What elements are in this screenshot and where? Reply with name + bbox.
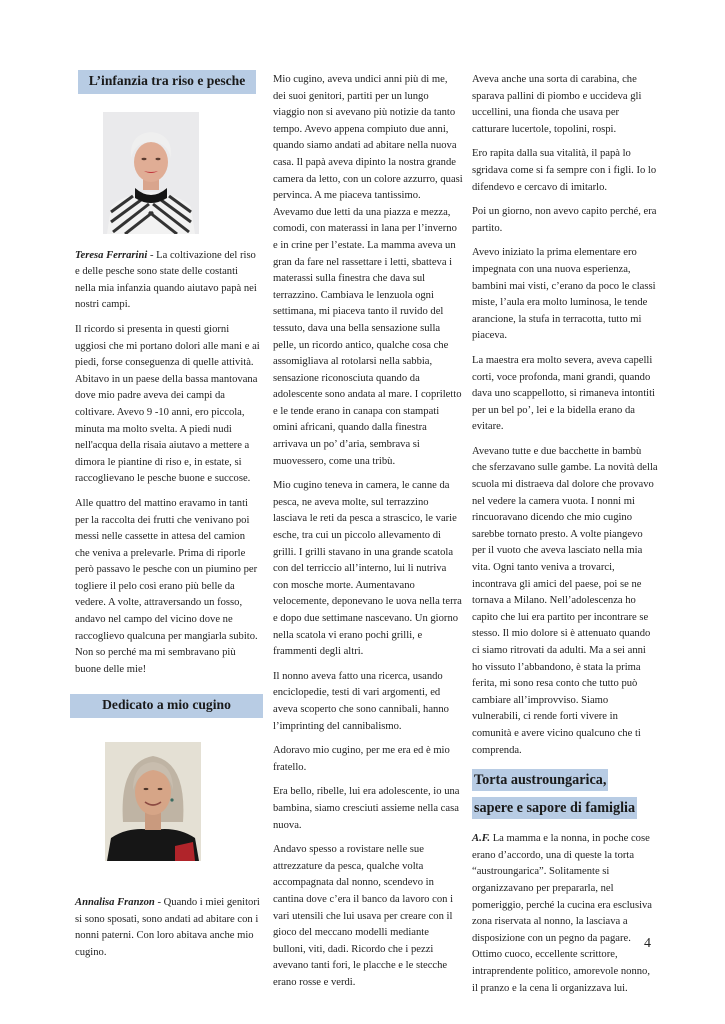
article1-lead-paragraph [75,248,261,314]
article2-paragraph: Andavo spesso a rovistare nelle sue attrezzature da pesca, qualche volta accompagnata dal nonno, scendevo in cantina dove c’era il banco da lavoro con i vari utensili che lui usava per creare con il gioco del meccano modelli mediante bulloni, viti, dadi. Ricordo che i pezzi avevano tanti fori, le placche e le stecche erano rosse e verdi. [273,844,454,988]
article2-paragraph: Poi un giorno, non avevo capito perché, era partito. [472,206,657,234]
column-1 [75,70,261,969]
article2-paragraph: Ero rapita dalla sua vitalità, il papà lo sgridava come si fa sempre con i figli. Io lo difendevo e cercavo di imitarlo. [472,148,657,193]
article2-paragraph: Era bello, ribelle, lui era adolescente, io una bambina, siamo cresciuti assieme nella casa nuova. [273,786,460,831]
column-2 [273,72,463,999]
photo-annalisa-franzon [105,742,201,861]
article1-paragraph: Alle quattro del mattino eravamo in tanti per la raccolta dei frutti che venivano poi messi nelle cassette in attesa del camion che veniva a prelevarle. Prima di riporle però passavo le pesche con un piumino per togliere il pelo così erano più belle da vedere. A volte, attraversando un fosso, andavo nel campo del vicino dove ne raccoglievo qualcuna per mangiarla subito. Non so perché ma mi sembravano più buone delle mie! [75,497,258,675]
lead-text: - Quando i miei genitori si sono sposati, sono andati ad abitare con i nonni paterni. Con loro abitava anche mio cugino. [75,897,260,958]
article3-lead-paragraph [472,831,658,997]
lead-text: La mamma e la nonna, in poche cose erano d’accordo, una di queste la torta “austroungarica”. Solitamente si organizzavano per prepararla, nel pomeriggio, perché la cucina era esclusiva zona riservata al nonno, la lasciava a disposizione con un pegno da pagare. Ottimo cuoco, eccellente scrittore, intraprendente politico, amorevole nonno, il pranzo e la cena li organizzava lui. [472,833,653,994]
article-title-torta [472,769,658,819]
portrait-image [105,742,201,861]
lead-text: - La coltivazione del riso e delle pesche sono state delle costanti nella mia infanzia quando aiutavo papà nei nostri campi. [75,249,257,311]
portrait-image [103,112,199,234]
article2-lead-paragraph [75,895,261,961]
author-name: Annalisa Franzon [75,897,155,909]
article-title-infanzia: L’infanzia tra riso e pesche [78,70,256,94]
article2-paragraph: Il nonno aveva fatto una ricerca, usando enciclopedie, testi di vari argomenti, ed aveva scoperto che sono cannibali, hanno l’imprinting del cannibalismo. [273,670,449,732]
article2-paragraph: Mio cugino teneva in camera, le canne da pesca, ne aveva molte, sul terrazzino lasciava le reti da pesca a strascico, le varie esche, tra cui un piccolo allevamento di grilli. I grilli stavano in una grande scatola con del terriccio all’interno, lui li nutriva con mosche morte. Aumentavano velocemente, deponevano le uova nella terra e dopo due settimane nascevano. Un giorno nella scatola vi erano pochi grilli, e frammenti degli altri. [273,480,462,658]
article2-paragraph: Adoravo mio cugino, per me era ed è mio fratello. [273,745,450,773]
author-initials: A.F. [472,833,491,845]
column-3 [472,72,658,1005]
article2-paragraph: Avevo iniziato la prima elementare ero impegnata con una nuova esperienza, bambini mai visti, c’erano da poco le classi miste, l’aula era molto luminosa, le tende arancione, la stufa in terracotta, tutto mi piaceva. [472,247,656,342]
article-title-cugino: Dedicato a mio cugino [70,694,263,718]
article2-paragraph: Aveva anche una sorta di carabina, che sparava pallini di piombo e uccideva gli uccellini, una fionda che usava per catturare lucertole, topolini, rospi. [472,74,642,135]
torta-title-line-1: Torta austroungarica, [472,769,608,791]
article1-paragraph: Il ricordo si presenta in questi giorni uggiosi che mi portano dolori alle mani e ai piedi, forse conseguenza di quelle attività. Abitavo in un paese della bassa mantovana dove mio padre aveva dei campi da coltivare. Avevo 9 -10 anni, ero piccola, minuta ma molto svelta. A piedi nudi nell'acqua della risaia aiutavo a mettere a dimora le piantine di riso e, in estate, si raccoglievano le pesche buone e succose. [75,323,260,485]
torta-title-line-2: sapere e sapore di famiglia [472,797,637,819]
article2-paragraph: Mio cugino, aveva undici anni più di me, dei suoi genitori, partiti per un lungo viaggio non si avevano più notizie da tanto tempo. Avevo appena compiuto due anni, quando siamo andati ad abitare nella nuova casa. Il papà aveva dipinto la nostra grande camera da letto, con un colore azzurro, quasi pervinca. A me piaceva tantissimo. Avevamo due letti da una piazza e mezza, comodi, con materassi in lana per l’inverno e in crine per l’estate. La mamma aveva un gran da fare nel rassettare i letti, sbatteva i materassi sulla finestra che dava sul terrazzino. Cambiava le lenzuola ogni settimana, mi piaceva tanto il ruvido del tessuto, dava una bella sensazione sulla pelle, un ricordo antico, qualche cosa che assomigliava al rotolarsi nella sabbia, sensazione riconosciuta quando da adolescente sono andata al mare. I copriletto e le tende erano in canapa con stampati omini africani, quando dalla finestra arrivava un po’ d’aria, sembrava si muovessero, come una tribù. [273,74,463,467]
article2-paragraph: Avevano tutte e due bacchette in bambù che sferzavano sulle gambe. La novità della scuola mi distraeva dal dolore che provavo nel vedere la camera vuota. I nonni mi rincuoravano dicendo che mio cugino sarebbe tornato presto. A volte piangevo per il vuoto che aveva lasciato nella mia vita. Ogni tanto veniva a trovarci, incontrava gli amici del paese, poi se ne tornava a Milano. Nell’adolescenza ho capito che lui era partito per incontrare se stesso. Il mio dolore si è attenuato quando ci siamo ritrovati da adulti. Ma a sei anni ho vissuto l’abbandono, è stata la prima ferita, mi sono resa conto che tutto può cambiare all’improvviso. Siamo vulnerabili, ci rende forti vivere in comunità e avere vicino qualcuno che ti comprenda. [472,445,658,756]
photo-teresa-ferrarini [103,112,199,234]
article2-paragraph: La maestra era molto severa, aveva capelli corti, voce profonda, mani grandi, quando dava uno scappellotto, si rimaneva intontiti per un bel po’, lei e la bidella erano da evitare. [472,354,655,433]
author-name: Teresa Ferrarini [75,249,148,261]
page-number: 4 [644,936,651,951]
